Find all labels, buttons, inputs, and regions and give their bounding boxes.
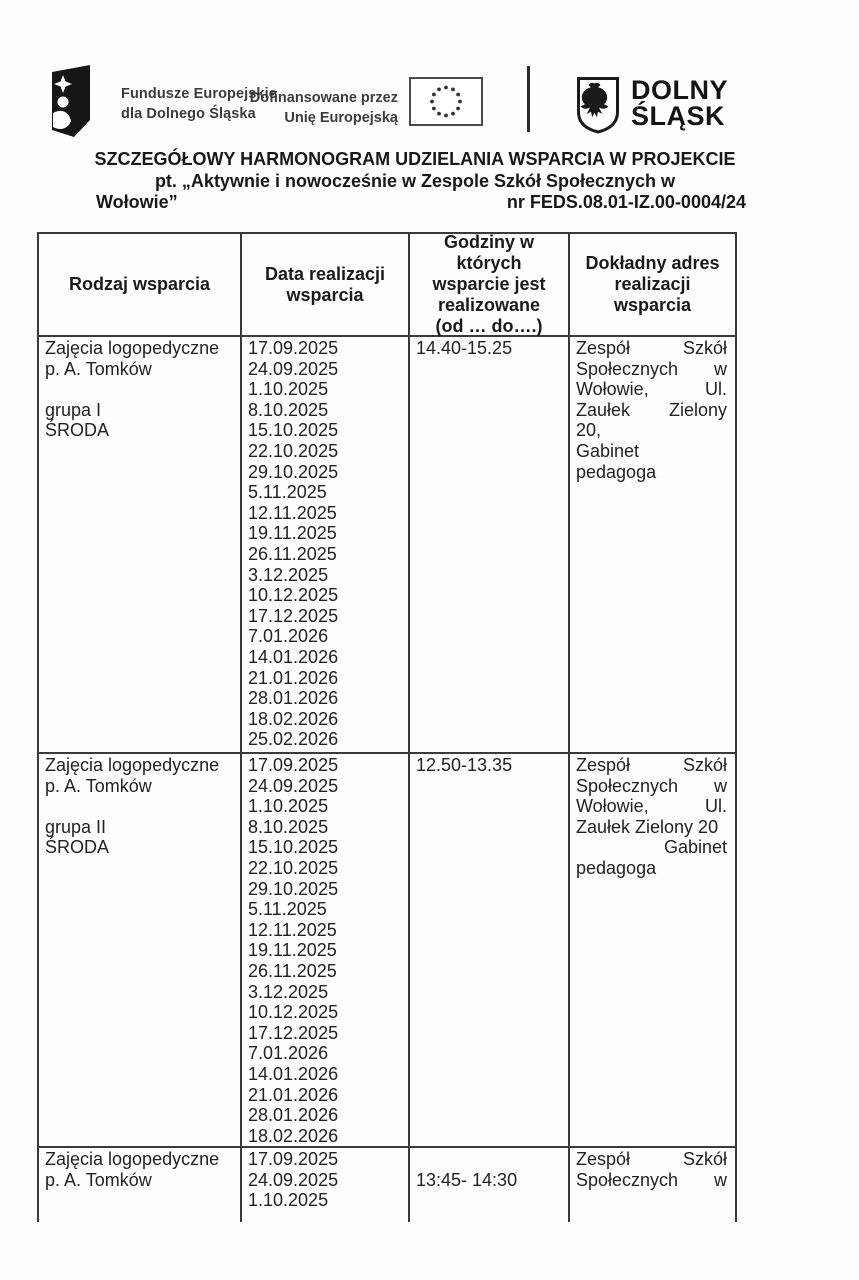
address-word: Zaułek <box>576 399 631 420</box>
dolny-slask-crest-icon <box>576 76 620 134</box>
date-line: 19.11.2025 <box>248 523 337 544</box>
address-word: Zespół <box>576 1149 631 1169</box>
date-line: 15.10.2025 <box>248 420 339 441</box>
cofunded-line1: Dofinansowane przez <box>249 90 398 106</box>
address-cell <box>570 754 735 1146</box>
header-line: których <box>456 253 522 273</box>
date-line: 29.10.2025 <box>248 878 339 899</box>
support-type-cell <box>39 337 242 752</box>
address-line <box>576 796 727 817</box>
address-word: Ul. <box>705 796 727 817</box>
dates-cell <box>242 1148 410 1222</box>
address-line <box>576 1149 727 1170</box>
table-row <box>39 337 735 754</box>
date-line: 28.01.2026 <box>248 1105 339 1126</box>
date-line: 12.11.2025 <box>248 919 337 940</box>
date-line: 21.01.2026 <box>248 1084 339 1105</box>
date-line: 29.10.2025 <box>248 461 339 482</box>
title-line3-left: Wołowie” <box>96 192 178 212</box>
date-line: 10.12.2025 <box>248 1002 339 1023</box>
table-row <box>39 1148 735 1222</box>
support-type-cell <box>39 754 242 1146</box>
address-line: pedagoga <box>576 461 657 482</box>
support-type-line: ŚRODA <box>45 420 110 441</box>
address-word: Ul. <box>705 379 727 400</box>
date-line: 26.11.2025 <box>248 960 337 981</box>
address-cell <box>570 337 735 752</box>
address-line <box>576 1170 727 1191</box>
time-cell <box>410 337 570 752</box>
dolny-slask-logo-text <box>631 77 728 129</box>
address-word: w <box>714 358 727 379</box>
address-line: pedagoga <box>576 857 657 878</box>
region-line1: DOLNY <box>631 75 728 105</box>
address-line <box>576 776 727 797</box>
table-row <box>39 754 735 1148</box>
date-line: 17.09.2025 <box>248 755 339 775</box>
header-cell <box>242 234 410 335</box>
project-number: nr FEDS.08.01-IZ.00-0004/24 <box>506 192 746 212</box>
address-line <box>576 359 727 380</box>
date-line: 10.12.2025 <box>248 585 339 606</box>
support-type-line: Zajęcia logopedyczne <box>45 755 220 775</box>
address-line <box>576 400 727 421</box>
date-line: 3.12.2025 <box>248 981 329 1002</box>
title-line2: pt. „Aktywnie i nowocześnie w Zespole Szkół Społecznych w <box>154 170 676 191</box>
date-line: 24.09.2025 <box>248 358 339 379</box>
date-line: 24.09.2025 <box>248 775 339 796</box>
support-type-line: p. A. Tomków <box>45 775 152 796</box>
date-line: 26.11.2025 <box>248 543 337 564</box>
date-line: 17.09.2025 <box>248 338 339 358</box>
header-line: wsparcia <box>613 295 692 315</box>
header-line: wsparcie jest <box>432 274 546 294</box>
time-value: 12.50-13.35 <box>416 755 513 775</box>
address-cell <box>570 1148 735 1222</box>
header-line: Data realizacji <box>264 263 386 284</box>
region-line2: ŚLĄSK <box>631 101 726 131</box>
address-word: Szkół <box>682 755 727 775</box>
date-line: 22.10.2025 <box>248 857 339 878</box>
document-title <box>60 149 770 214</box>
cofunded-line2: Unię Europejską <box>284 110 398 126</box>
date-line: 5.11.2025 <box>248 482 327 503</box>
header-cell <box>570 234 735 335</box>
address-word: Zespół <box>576 755 631 775</box>
address-word: w <box>714 775 727 796</box>
header-line: realizowane <box>437 295 541 315</box>
time-value: 13:45- 14:30 <box>416 1169 518 1190</box>
date-line: 1.10.2025 <box>248 1190 329 1211</box>
eu-funds-line2: dla Dolnego Śląska <box>121 106 256 122</box>
support-type-line: p. A. Tomków <box>45 1169 152 1190</box>
support-type-line: grupa II <box>45 816 107 837</box>
support-type-line <box>45 796 234 817</box>
date-line: 21.01.2026 <box>248 667 339 688</box>
eu-funds-line1: Fundusze Europejskie <box>121 86 277 102</box>
date-line: 25.02.2026 <box>248 729 339 750</box>
header-line: (od … do….) <box>435 316 543 336</box>
date-line: 7.01.2026 <box>248 626 329 647</box>
date-line: 17.12.2025 <box>248 1022 339 1043</box>
support-type-line: grupa I <box>45 399 102 420</box>
header-cell <box>39 234 242 335</box>
time-cell <box>410 754 570 1146</box>
date-line: 8.10.2025 <box>248 816 329 837</box>
date-line: 15.10.2025 <box>248 837 339 858</box>
header-line: Dokładny adres <box>585 253 720 273</box>
header-line: wsparcia <box>286 284 364 305</box>
address-word: Wołowie, <box>576 796 649 817</box>
address-line <box>576 379 727 400</box>
logo-band <box>0 0 859 150</box>
date-line: 24.09.2025 <box>248 1169 339 1190</box>
address-line: Gabinet <box>576 440 640 461</box>
support-type-line: ŚRODA <box>45 837 110 858</box>
address-word: Wołowie, <box>576 379 649 400</box>
time-cell <box>410 1148 570 1222</box>
header-line: Godziny w <box>444 232 534 252</box>
date-line: 18.02.2026 <box>248 1125 339 1146</box>
time-value: 14.40-15.25 <box>416 338 513 358</box>
eu-funds-flag-icon <box>48 64 94 138</box>
title-line1: SZCZEGÓŁOWY HARMONOGRAM UDZIELANIA WSPARCIA W PROJEKCIE <box>94 149 736 169</box>
address-word: w <box>714 1169 727 1190</box>
address-word: Społecznych <box>576 775 679 796</box>
dates-cell <box>242 754 410 1146</box>
date-line: 1.10.2025 <box>248 796 329 817</box>
date-line: 22.10.2025 <box>248 440 339 461</box>
date-line: 14.01.2026 <box>248 1063 339 1084</box>
date-line: 1.10.2025 <box>248 379 329 400</box>
date-line: 17.12.2025 <box>248 605 339 626</box>
address-word: Społecznych <box>576 358 679 379</box>
header-line: Rodzaj wsparcia <box>68 274 211 294</box>
date-line: 19.11.2025 <box>248 940 337 961</box>
address-word: Szkół <box>682 1149 727 1169</box>
support-type-line: Zajęcia logopedyczne <box>45 338 220 358</box>
cofunded-logo-text <box>240 88 398 128</box>
table-header-row <box>39 234 735 337</box>
address-line: Gabinet <box>663 837 727 858</box>
support-type-line: Zajęcia logopedyczne <box>45 1149 220 1169</box>
date-line: 8.10.2025 <box>248 399 329 420</box>
address-line: 20, <box>576 420 602 441</box>
dates-cell <box>242 337 410 752</box>
date-line: 17.09.2025 <box>248 1149 339 1169</box>
address-word: Zespół <box>576 338 631 358</box>
support-type-line: p. A. Tomków <box>45 358 152 379</box>
header-line: realizacji <box>614 274 691 294</box>
address-line <box>576 755 727 776</box>
date-line: 28.01.2026 <box>248 688 339 709</box>
date-line: 18.02.2026 <box>248 708 339 729</box>
address-word: Szkół <box>682 338 727 358</box>
date-line: 3.12.2025 <box>248 564 329 585</box>
date-line: 5.11.2025 <box>248 899 327 920</box>
title-line3 <box>60 192 770 214</box>
header-cell <box>410 234 570 335</box>
schedule-table <box>37 232 737 1222</box>
address-line: Zaułek Zielony 20 <box>576 816 719 837</box>
eu-flag-icon <box>409 77 483 126</box>
address-word: Społecznych <box>576 1169 679 1190</box>
address-word: Zielony <box>668 399 727 420</box>
date-line: 12.11.2025 <box>248 502 337 523</box>
logo-divider <box>527 66 530 132</box>
address-line <box>576 338 727 359</box>
date-line: 14.01.2026 <box>248 646 339 667</box>
support-type-cell <box>39 1148 242 1222</box>
date-line: 7.01.2026 <box>248 1043 329 1064</box>
support-type-line <box>45 379 234 400</box>
